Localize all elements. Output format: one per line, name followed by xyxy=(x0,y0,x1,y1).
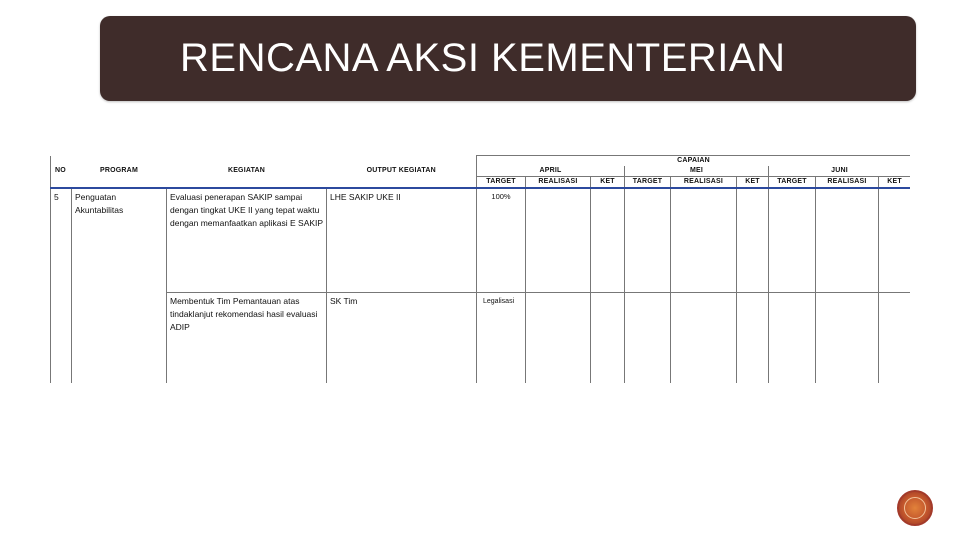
row-no: 5 xyxy=(51,188,72,293)
row-realisasi-mei xyxy=(671,293,737,384)
row-ket-juni xyxy=(879,293,911,384)
row-ket-mei xyxy=(737,293,769,384)
table xyxy=(50,155,910,383)
header-ket-mei: KET xyxy=(737,177,769,189)
row-ket-juni xyxy=(879,188,911,293)
title-bar xyxy=(100,16,916,101)
row-output: LHE SAKIP UKE II xyxy=(327,188,477,293)
header-output: OUTPUT KEGIATAN xyxy=(327,166,477,177)
header-realisasi-juni: REALISASI xyxy=(816,177,879,189)
header-kegiatan: KEGIATAN xyxy=(227,167,266,174)
row-target-mei xyxy=(625,293,671,384)
row-target-april: 100% xyxy=(477,188,526,293)
header-realisasi-mei: REALISASI xyxy=(671,177,737,189)
header-program-bottom xyxy=(72,177,167,189)
row-realisasi-april xyxy=(526,293,591,384)
header-target-april: TARGET xyxy=(477,177,526,189)
row-ket-april xyxy=(591,293,625,384)
table-row xyxy=(51,293,911,384)
row-target-juni xyxy=(769,293,816,384)
row-output: SK Tim xyxy=(327,293,477,384)
header-target-juni: TARGET xyxy=(769,177,816,189)
header-program-top xyxy=(72,156,167,167)
header-ket-april: KET xyxy=(591,177,625,189)
header-kegiatan-top xyxy=(167,156,327,167)
row-kegiatan: Membentuk Tim Pemantauan atas tindaklanjut rekomendasi hasil evaluasi ADIP xyxy=(167,293,327,384)
header-no-bottom xyxy=(51,177,72,189)
header-output-top xyxy=(327,156,477,167)
row-ket-mei xyxy=(737,188,769,293)
rencana-aksi-table xyxy=(50,155,910,383)
header-row-3 xyxy=(51,177,911,189)
table-row xyxy=(51,188,911,293)
row-kegiatan: Evaluasi penerapan SAKIP sampai dengan tingkat UKE II yang tepat waktu dengan memanfaatkan aplikasi E SAKIP xyxy=(167,188,327,293)
header-capaian: CAPAIAN xyxy=(477,156,911,167)
row-realisasi-juni xyxy=(816,188,879,293)
header-ket-juni: KET xyxy=(879,177,911,189)
header-month-juni: JUNI xyxy=(769,166,911,177)
row-program: Penguatan Akuntabilitas xyxy=(72,188,167,293)
header-month-april: APRIL xyxy=(477,166,625,177)
row-realisasi-mei xyxy=(671,188,737,293)
header-month-mei: MEI xyxy=(625,166,769,177)
slide-title: RENCANA AKSI KEMENTERIAN xyxy=(180,36,786,80)
header-row-1 xyxy=(51,156,911,167)
header-program: PROGRAM xyxy=(100,167,138,174)
header-row-2 xyxy=(51,166,911,177)
row-target-mei xyxy=(625,188,671,293)
header-no: NO xyxy=(51,166,72,177)
header-kegiatan-bottom xyxy=(167,177,327,189)
row-no xyxy=(51,293,72,384)
emblem-ring xyxy=(904,497,926,519)
header-output-bottom xyxy=(327,177,477,189)
header-target-mei: TARGET xyxy=(625,177,671,189)
header-realisasi-april: REALISASI xyxy=(526,177,591,189)
row-target-juni xyxy=(769,188,816,293)
row-realisasi-april xyxy=(526,188,591,293)
row-program xyxy=(72,293,167,384)
emblem-icon xyxy=(897,490,933,526)
header-no-top xyxy=(51,156,72,167)
row-realisasi-juni xyxy=(816,293,879,384)
row-target-april: Legalisasi xyxy=(477,293,526,384)
row-ket-april xyxy=(591,188,625,293)
